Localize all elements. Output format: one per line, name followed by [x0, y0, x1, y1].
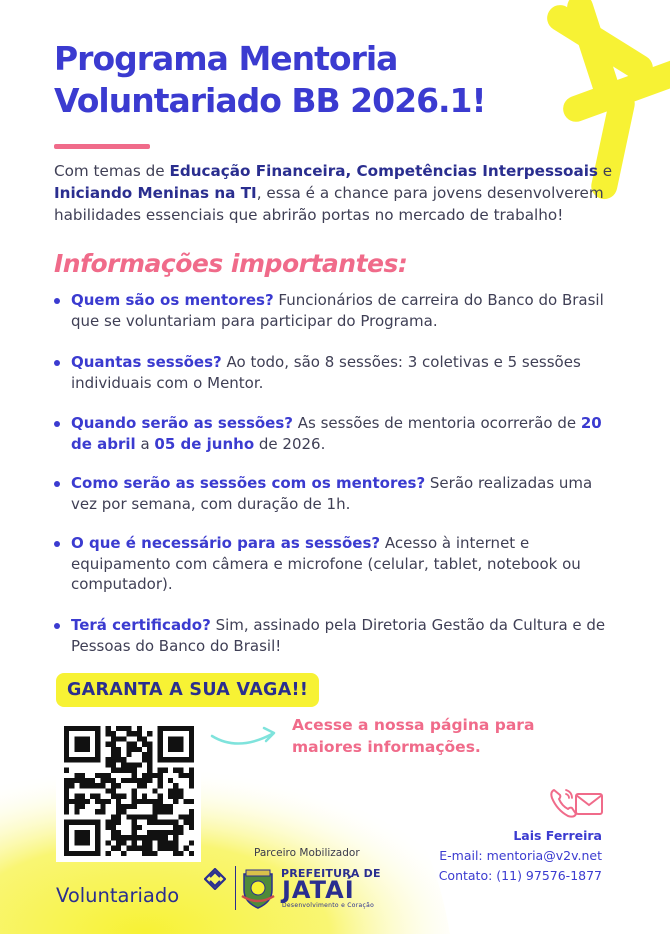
- jatai-label: JATAÍ: [282, 876, 355, 904]
- partner-label: Parceiro Mobilizador: [254, 847, 360, 859]
- contact-block: [439, 826, 602, 886]
- list-item: O que é necessário para as sessões? Acesso à internet e equipamento com câmera e microfone (celular, tablet, notebook ou computador).: [54, 533, 614, 595]
- contact-phone[interactable]: Contato: (11) 97576-1877: [438, 868, 602, 883]
- bullet-icon: [54, 421, 60, 427]
- jatai-crest-icon: [240, 868, 276, 910]
- intro-paragraph: Com temas de Educação Financeira, Competências Interpessoais e Iniciando Meninas na TI, essa é a chance para jovens desenvolverem habilidades essenciais que abrirão portas no mercado de trabalho!: [54, 162, 613, 224]
- bullet-icon: [54, 298, 60, 304]
- bullet-icon: [54, 360, 60, 366]
- cta-banner[interactable]: GARANTA A SUA VAGA!!: [56, 673, 319, 707]
- contact-email[interactable]: E-mail: mentoria@v2v.net: [439, 848, 602, 863]
- voluntariado-logo-text: Voluntariado: [56, 884, 180, 907]
- list-item: Quando serão as sessões? As sessões de mentoria ocorrerão de 20 de abril a 05 de junho de 2026.: [54, 413, 614, 454]
- list-item: Quantas sessões? Ao todo, são 8 sessões: 3 coletivas e 5 sessões individuais com o Mentor.: [54, 352, 614, 393]
- qr-code[interactable]: [56, 720, 201, 862]
- qr-code-icon: [64, 726, 194, 856]
- footer-divider: [235, 866, 236, 910]
- list-item: Quem são os mentores? Funcionários de carreira do Banco do Brasil que se voluntariam para participar do Programa.: [54, 290, 614, 331]
- arrow-icon: [208, 722, 282, 752]
- bullet-icon: [54, 481, 60, 487]
- page-title: Programa Mentoria Voluntariado BB 2026.1!: [54, 39, 486, 120]
- bb-logo-icon: [204, 868, 226, 890]
- title-underline: [54, 144, 150, 149]
- list-item: Terá certificado? Sim, assinado pela Diretoria Gestão da Cultura e de Pessoas do Banco do Brasil!: [54, 615, 614, 656]
- bullet-icon: [54, 623, 60, 629]
- access-page-text: Acesse a nossa página para maiores informações.: [292, 716, 535, 756]
- contact-name: Lais Ferreira: [513, 828, 602, 843]
- prefeitura-label: PREFEITURA DE: [281, 867, 381, 880]
- section-title: Informações importantes:: [54, 249, 408, 278]
- list-item: Como serão as sessões com os mentores? Serão realizadas uma vez por semana, com duração de 1h.: [54, 473, 614, 514]
- bullet-icon: [54, 541, 60, 547]
- jatai-slogan: Desenvolvimento e Coração: [282, 902, 375, 909]
- phone-mail-icon: [548, 786, 606, 820]
